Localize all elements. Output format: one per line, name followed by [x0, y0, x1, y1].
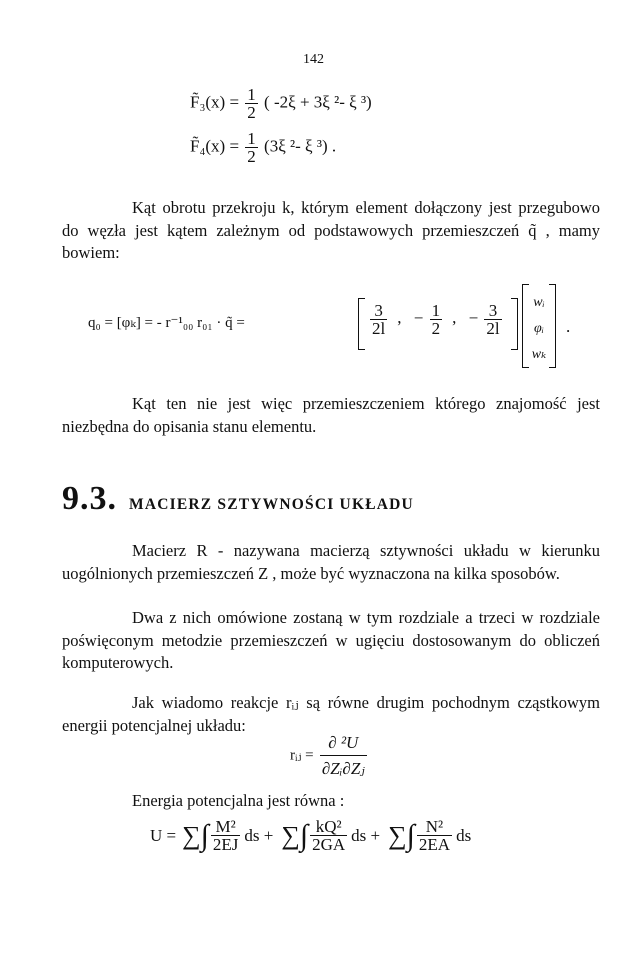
energy-term-1-num: M²: [211, 818, 241, 836]
equation-rij-fraction: [320, 734, 367, 777]
formula-f4-rhs: (3ξ ²- ξ ³) .: [264, 136, 337, 156]
formula-f4-fraction: [245, 130, 258, 165]
paragraph-not-needed: Kąt ten nie jest więc przemieszczeniem którego znajomość jest niezbędna do opisania stanu elementu.: [62, 394, 600, 436]
integral-symbol: ∫: [406, 818, 415, 852]
paragraph-reactions: Jak wiadomo reakcje rᵢⱼ są równe drugim pochodnym cząstkowym energii potencjalnej układu:: [62, 693, 600, 735]
formula-f3-fraction: [245, 86, 258, 121]
row-matrix-entry-1-num: 3: [370, 302, 387, 320]
equation-energy: [150, 818, 471, 853]
formula-f3-lhs: F̃₃(x) =: [190, 92, 240, 112]
row-matrix-entry-2-sign: −: [413, 308, 424, 328]
integral-symbol: ∫: [299, 818, 309, 852]
paragraph-two-methods: Dwa z nich omówione zostaną w tym rozdziale a trzeci w rozdziale poświęconym metodzie przemieszczeń w ugięciu dostosowanym do obliczeń komputerowych.: [62, 608, 600, 672]
sum-symbol: ∑: [182, 820, 201, 850]
energy-term-3-den: 2EA: [418, 835, 451, 854]
equation-rij: [290, 734, 369, 777]
equation-q0-end: .: [566, 317, 571, 336]
equation-rij-num: ∂ ²U: [320, 734, 367, 756]
column-vector: [522, 284, 556, 368]
page-number: 142: [303, 52, 324, 67]
energy-term-2-num: kQ²: [310, 818, 347, 836]
vector-entry-w-k: wₖ: [531, 347, 547, 362]
sum-symbol: ∑: [388, 820, 407, 850]
row-matrix-left-bracket: [358, 298, 365, 350]
section-title: MACIERZ SZTYWNOŚCI UKŁADU: [129, 496, 414, 513]
energy-term-3-num: N²: [417, 818, 452, 836]
row-matrix-entry-1-den: 2l: [372, 319, 386, 338]
row-matrix-entry-2-num: 1: [431, 301, 441, 320]
row-matrix-entry-1: [370, 302, 387, 337]
energy-term-2: [310, 818, 347, 853]
equation-rij-den: ∂Zᵢ∂Zⱼ: [321, 759, 365, 778]
vector-entry-w-i: wᵢ: [533, 295, 545, 310]
sum-symbol: ∑: [281, 820, 300, 850]
equation-rij-lhs: rᵢⱼ =: [290, 747, 314, 764]
energy-term-1: [211, 818, 241, 853]
energy-term-1-den: 2EJ: [212, 835, 239, 854]
energy-term-2-tail: ds +: [351, 826, 381, 845]
paragraph-rotation-angle: Kąt obrotu przekroju k, którym element dołączony jest przegubowo do węzła jest kątem zależnym od podstawowych przemieszczeń q̃ , mamy bowiem:: [62, 198, 600, 262]
energy-term-3: [417, 818, 452, 853]
row-matrix-entry-3-den: 2l: [486, 319, 500, 338]
integral-symbol: ∫: [200, 818, 209, 852]
formula-f3-num: 1: [247, 85, 256, 104]
paragraph-potential-energy: Energia potencjalna jest równa :: [132, 791, 345, 810]
energy-term-3-tail: ds: [456, 826, 472, 845]
equation-q0: [88, 284, 588, 368]
row-matrix-entry-3-num: 3: [484, 302, 501, 320]
row-matrix-entry-2-den: 2: [431, 319, 441, 338]
row-matrix-entry-3: [484, 302, 501, 337]
column-vector-right-bracket: [549, 284, 556, 368]
row-matrix-entry-2: [430, 302, 443, 337]
vector-entry-phi-i: φᵢ: [534, 321, 544, 336]
energy-term-2-den: 2GA: [312, 835, 346, 854]
row-matrix-entry-3-sign: −: [468, 308, 479, 328]
formula-f3-den: 2: [247, 103, 256, 122]
equation-q0-lhs: q₀ = [φₖ] = - r⁻¹₀₀ r₀₁ · q̃ =: [88, 315, 245, 331]
equation-energy-lhs: U =: [150, 826, 177, 845]
formula-f4-num: 1: [247, 129, 256, 148]
paragraph-stiffness-matrix: Macierz R - nazywana macierzą sztywności układu w kierunku uogólnionych przemieszczeń Z , może być wyznaczona na kilka sposobów.: [62, 541, 600, 583]
energy-term-1-tail: ds +: [244, 826, 274, 845]
formula-f4-den: 2: [247, 147, 256, 166]
formula-f4-lhs: F̃₄(x) =: [190, 136, 240, 156]
section-heading: [62, 480, 414, 518]
formula-f3: [190, 86, 372, 121]
formula-f4: [190, 130, 336, 165]
section-number: 9.3.: [62, 480, 117, 517]
row-matrix-right-bracket: [511, 298, 518, 350]
formula-f3-rhs: ( -2ξ + 3ξ ²- ξ ³): [264, 92, 372, 112]
row-matrix: $\frac{3}{2l}$ , − $\frac{1}{2}$ , − $\frac{3}{2l}$: [358, 298, 518, 350]
